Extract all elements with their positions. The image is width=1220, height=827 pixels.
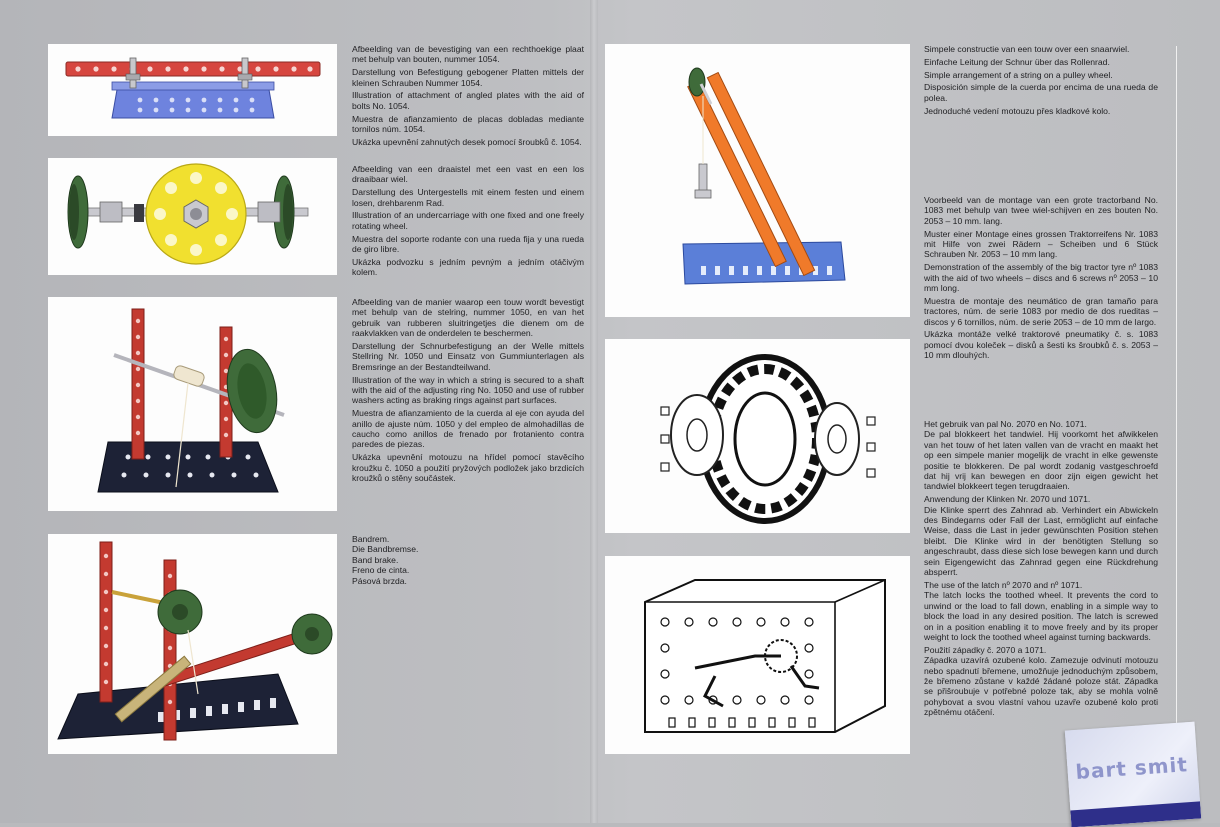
caption-en-heading: The use of the latch nº 2070 and nº 1071. <box>924 579 1083 590</box>
caption-en: Illustration of attachment of angled plates with the aid of bolts No. 1054. <box>352 90 584 111</box>
caption-es: Muestra de afianzamiento de placas dobladas mediante tornilos núm. 1054. <box>352 113 584 135</box>
caption-en: Demonstration of the assembly of the big tractor tyre nº 1083 with the aid of two wheels – discs and 6 screws nº 2053 – 10 mm long. <box>924 262 1158 294</box>
caption-en: Illustration of the way in which a string is secured to a shaft with the aid of the adjusting ring No. 1050 and use of rubber washers acting as braking rings against part surfaces. <box>352 374 584 406</box>
caption-string-shaft <box>352 297 584 486</box>
caption-cs: Pásová brzda. <box>352 575 407 586</box>
caption-de: Muster einer Montage eines grossen Traktorreifens Nr. 1083 mit Hilfe von zwei Rädern – Scheiben und 6 Stück Schrauben Nr. 2053 – 10 mm lang. <box>924 228 1158 260</box>
caption-cs: Ukázka montáže velké traktorové pneumatiky č. s. 1083 pomocí dvou koleček – disků a šesti ks šroubků č. s. 2053 – 10 mm dlouhých. <box>924 329 1158 361</box>
caption-nl: Voorbeeld van de montage van een grote tractorband No. 1083 met behulp van twee wiel-schijven en zes bouten No. 2053 – 10 mm. lang. <box>924 195 1158 226</box>
caption-nl: Afbeelding van een draaistel met een vast en een los draaibaar wiel. <box>352 164 584 185</box>
caption-de-body: Die Klinke sperrt des Zahnrad ab. Verhindert ein Abwickeln des Bindegarns oder Fall der Last, ermöglicht auf einfache Weise, dass die Last in jeder gewünschten Position stehen bleibt. Die Klinke wird in der benötigten Stellung so angeschraubt, dass diese sich lose bewegen kann und durch sein Eigengewicht das Zahnrad gegen eine Rückdrehung absperrt. <box>924 504 1158 578</box>
photo-band-brake <box>48 534 337 754</box>
caption-en: Simple arrangement of a string on a pulley wheel. <box>924 69 1113 80</box>
caption-nl: Afbeelding van de manier waarop een touw wordt bevestigt met behulp van de stelring, nummer 1050, en van het gebruik van rubberen sluitringetjes die dienem om de raakvlakken van de onderdelen te beschermen. <box>352 297 584 339</box>
caption-cs: Ukázka podvozku s jedním pevným a jedním otáčivým kolem. <box>352 256 584 278</box>
caption-cs-body: Západka uzavírá ozubené kolo. Zamezuje odvinutí motouzu nebo spadnutí břemene, umožňuje jednoduchým způsobem, že břemeno zůstane v každé žádané poloze stát. Západka se přišroubuje v potřebné poloze tak, aby se mohla volně pohybovat a svou vlastní vahou uzavře ozubené kolo proti zpětnému otáčení. <box>924 655 1158 718</box>
pulley-illustration <box>605 44 910 317</box>
caption-nl: Bandrem. <box>352 534 390 544</box>
sticker-logo-text: bart smit <box>1074 752 1189 784</box>
latch-illustration <box>605 556 910 754</box>
caption-de: Darstellung von Befestigung gebogener Platten mittels der kleinen Schrauben Nummer 1054. <box>352 67 584 88</box>
caption-nl-heading: Het gebruik van pal No. 2070 en No. 1071. <box>924 419 1087 429</box>
sticker-band <box>1070 801 1201 827</box>
caption-en-body: The latch locks the toothed wheel. It prevents the cord to unwind or the load to fall down, enabling in a simple way to block the load in any desired position. The latch is screwed on in a position enabling it to move freely and by its proper weight to lock the toothed wheel against turning backwards. <box>924 590 1158 642</box>
caption-undercarriage <box>352 164 584 280</box>
photo-latch-toothed-wheel <box>605 556 910 754</box>
caption-nl-body: De pal blokkeert het tandwiel. Hij voorkomt het afwikkelen van het touw of het laten vallen van de vracht en maakt het op een simpele manier mogelijk de vracht in elke gewenste positie te blokkeren. De pal wordt zodanig vastgeschroefd dat hij vrij kan bewegen en door zijn eigen gewicht het tandwiel blokkeert tegen terugdraaien. <box>924 429 1158 492</box>
caption-es: Muestra del soporte rodante con una rueda fija y una rueda de giro libre. <box>352 233 584 255</box>
caption-nl: Afbeelding van de bevestiging van een rechthoekige plaat met behulp van bouten, nummer 1054. <box>352 44 584 65</box>
caption-de: Darstellung der Schnurbefestigung an der Welle mittels Stellring Nr. 1050 und Einsatz von Gummiunterlagen als Bremsringe an der Bestandteilwand. <box>352 341 584 372</box>
caption-de: Darstellung des Untergestells mit einem festen und einem losen, drehbarenm Rad. <box>352 187 584 208</box>
band-brake-illustration <box>48 534 337 754</box>
caption-pulley <box>924 44 1158 118</box>
caption-de: Die Bandbremse. <box>352 544 419 555</box>
caption-en: Band brake. <box>352 554 399 565</box>
caption-cs: Ukázka upevnění motouzu na hřídel pomocí stavěcího kroužku č. 1050 a použití pryžových podložek jako brzdicích kroužků o stěny součástek. <box>352 452 584 484</box>
undercarriage-illustration <box>48 158 337 275</box>
photo-pulley-string <box>605 44 910 317</box>
caption-nl: Simpele constructie van een touw over een snaarwiel. <box>924 44 1130 54</box>
caption-es: Disposición simple de la cuerda por encima de una rueda de polea. <box>924 82 1158 103</box>
caption-de: Einfache Leitung der Schnur über das Rollenrad. <box>924 56 1110 67</box>
photo-angled-plates-bolts <box>48 44 337 136</box>
tractor-tyre-illustration <box>605 339 910 533</box>
caption-band-brake <box>352 534 584 586</box>
caption-es: Freno de cinta. <box>352 565 410 576</box>
photo-undercarriage <box>48 158 337 275</box>
caption-de-heading: Anwendung der Klinken Nr. 2070 und 1071. <box>924 494 1091 505</box>
caption-angled-plates <box>352 44 584 150</box>
margin-rule <box>1176 46 1177 724</box>
caption-en: Illustration of an undercarriage with one fixed and one freely rotating wheel. <box>352 210 584 231</box>
angled-plates-illustration <box>48 44 337 136</box>
store-sticker <box>1065 722 1201 827</box>
caption-cs: Ukázka upevnění zahnutých desek pomocí šroubků č. 1054. <box>352 136 582 147</box>
caption-es: Muestra de afianzamiento de la cuerda al eje con ayuda del anillo de ajuste núm. 1050 y del empleo de almohadillas de caucho como anillos de frenado por frotaniento contra paredes de piezas. <box>352 408 584 450</box>
page-fold <box>590 0 598 823</box>
string-shaft-illustration <box>48 297 337 511</box>
caption-cs: Jednoduché vedení motouzu přes kladkové kolo. <box>924 105 1111 116</box>
photo-string-shaft-ring <box>48 297 337 511</box>
caption-cs-heading: Použití západky č. 2070 a 1071. <box>924 644 1047 655</box>
caption-tractor-tyre <box>924 195 1158 363</box>
caption-es: Muestra de montaje des neumático de gran tamaño para tractores, núm. de serie 1083 por medio de dos rueditas – discos y 6 tornillos, núm. de serie 2053 – de 10 mm de largo. <box>924 295 1158 327</box>
caption-latch <box>924 419 1158 720</box>
photo-tractor-tyre <box>605 339 910 533</box>
